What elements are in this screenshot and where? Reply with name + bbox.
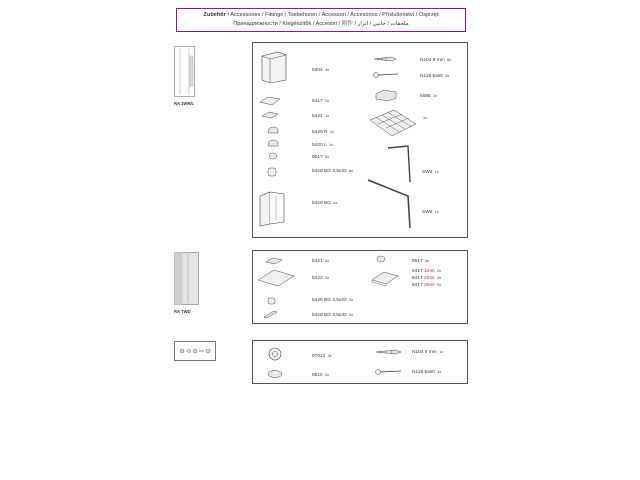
cap-5420L-drawing <box>266 138 280 148</box>
s1-left-item <box>312 129 334 136</box>
item-qty: 3x <box>349 313 354 317</box>
item-code: 5422 <box>312 276 323 281</box>
hex-key-SW5-drawing <box>366 176 416 230</box>
item-qty: 1x <box>328 143 333 147</box>
screw-5428-32-drawing <box>262 308 280 320</box>
item-qty: 3x <box>349 298 354 302</box>
item-code: 97013 <box>312 354 326 359</box>
item-qty: 3x <box>425 259 430 263</box>
item-code: 6885 <box>420 94 431 99</box>
item-code: 5420 R <box>312 130 328 135</box>
header-languages: / Accessoires / Fittings / Toebehoren / Accessori / Accesorios / Příslušenství / Osprzęt <box>225 12 439 18</box>
item-qty: 2x <box>325 259 330 263</box>
item-qty: 1x <box>325 276 330 280</box>
item-qty: 6x <box>325 155 330 159</box>
s2-left-item <box>312 275 329 282</box>
item-qty: 2x <box>433 94 438 98</box>
s1-left-item <box>312 168 353 175</box>
item-code: 5420 L <box>312 143 327 148</box>
item-qty: 4x <box>325 68 330 72</box>
s1-left-item <box>312 67 329 74</box>
item-qty: 2x <box>325 99 330 103</box>
cap-5420R-drawing <box>266 125 280 135</box>
item-qty: 2x <box>437 283 442 287</box>
item-code: SW3 <box>422 170 433 175</box>
item-code: N116 5x60 <box>420 74 443 79</box>
item-size: 3mm <box>424 283 435 288</box>
item-code: 5428 BG 3,5x32 <box>312 313 347 318</box>
bracket-5404-drawing <box>258 50 288 84</box>
item-qty: 2x <box>325 373 330 377</box>
item-code: 5428 BG 3,5x22 <box>312 298 347 303</box>
s1-left-item <box>312 154 329 161</box>
item-code: 5421 <box>312 114 323 119</box>
item-code: 9517 <box>312 155 323 160</box>
item-qty: 2x <box>437 276 442 280</box>
item-code: 5428 BG 3,5x22 <box>312 169 347 174</box>
s3-right-item <box>412 369 441 376</box>
s3-right-item <box>412 349 443 356</box>
section1-thumb-label: RA 1WR/L <box>174 101 195 106</box>
s2-right-item <box>412 258 429 265</box>
item-code: 5404 <box>312 68 323 73</box>
section1-thumbnail <box>174 46 196 98</box>
clip-97013-drawing <box>266 345 284 363</box>
section2-thumbnail <box>174 252 200 306</box>
item-code: 5421 <box>312 259 323 264</box>
header-line-1 <box>177 12 465 19</box>
item-size: 1mm <box>424 269 435 274</box>
item-qty: 1x <box>439 350 444 354</box>
s2-right-item <box>412 268 441 275</box>
pad-5421-s2-drawing <box>264 256 284 266</box>
shim-8417-drawing <box>370 268 400 288</box>
item-qty: 2x <box>437 269 442 273</box>
section3-panel <box>252 340 468 384</box>
s1-right-item <box>422 209 439 216</box>
profile-5429-drawing <box>256 188 290 228</box>
s1-left-item <box>312 142 333 149</box>
s2-left-item <box>312 297 353 304</box>
item-qty: 1x <box>329 130 334 134</box>
screw-5428-22-drawing <box>266 296 278 306</box>
screw-5428-drawing <box>266 166 278 178</box>
s2-left-item <box>312 258 329 265</box>
plate-5422-drawing <box>256 268 296 288</box>
item-qty: 1x <box>325 114 330 118</box>
dowel-N104-s3-drawing <box>374 346 404 358</box>
item-code: N104 8 mm <box>420 58 445 63</box>
block-6885-drawing <box>374 88 398 102</box>
s2-left-item <box>312 312 353 319</box>
item-code: 9517 <box>412 259 423 264</box>
s1-right-item <box>420 93 437 100</box>
screw-N116-drawing <box>372 70 402 80</box>
item-qty: 1x <box>434 170 439 174</box>
plate-5417-drawing <box>258 96 282 106</box>
item-code: 6510 <box>312 373 323 378</box>
item-qty: 6x <box>447 58 452 62</box>
s1-left-item <box>312 200 337 207</box>
screw-cap-9517-drawing <box>268 152 278 160</box>
screw-N116-s3-drawing <box>374 367 404 377</box>
s2-right-item <box>412 282 441 289</box>
section3-thumbnail-parts <box>178 346 212 356</box>
s3-left-item <box>312 372 329 379</box>
item-code: 8417 <box>412 276 423 281</box>
s3-left-item <box>312 353 332 360</box>
item-code: 8417 <box>412 269 423 274</box>
item-qty: 1x <box>423 116 428 120</box>
item-qty: 3x <box>327 354 332 358</box>
item-size: 2mm <box>424 276 435 281</box>
item-qty: 1x <box>333 201 338 205</box>
s1-right-item <box>422 115 427 122</box>
screw-cap-9517-s2-drawing <box>376 255 386 263</box>
item-code: N104 8 mm <box>412 350 437 355</box>
pad-sheet-drawing <box>368 108 418 138</box>
item-qty: 1x <box>434 210 439 214</box>
section2-thumb-label: RA TWD <box>174 309 191 314</box>
dowel-N104-drawing <box>372 54 398 64</box>
item-code: 5429 BG <box>312 201 331 206</box>
item-code: 8417 <box>412 283 423 288</box>
header-line-2: Принадлежности / Kiegészítők / Accesori / 附件 / ملحقات / جانبي / ابزار <box>233 21 409 27</box>
s1-left-item <box>312 113 329 120</box>
item-qty: 6x <box>349 169 354 173</box>
item-code: SW5 <box>422 210 433 215</box>
header-title-box <box>176 8 466 32</box>
s1-right-item <box>422 169 439 176</box>
pad-5421-drawing <box>260 111 280 119</box>
s1-right-item <box>420 73 449 80</box>
s2-right-item <box>412 275 441 282</box>
item-code: N116 5x60 <box>412 370 435 375</box>
s1-right-item <box>420 57 451 64</box>
header-bold-word: Zubehör <box>203 12 226 18</box>
cover-6510-drawing <box>266 369 284 379</box>
item-code: 5417 <box>312 99 323 104</box>
s1-left-item <box>312 98 329 105</box>
item-qty: 6x <box>445 74 450 78</box>
item-qty: 1x <box>437 370 442 374</box>
